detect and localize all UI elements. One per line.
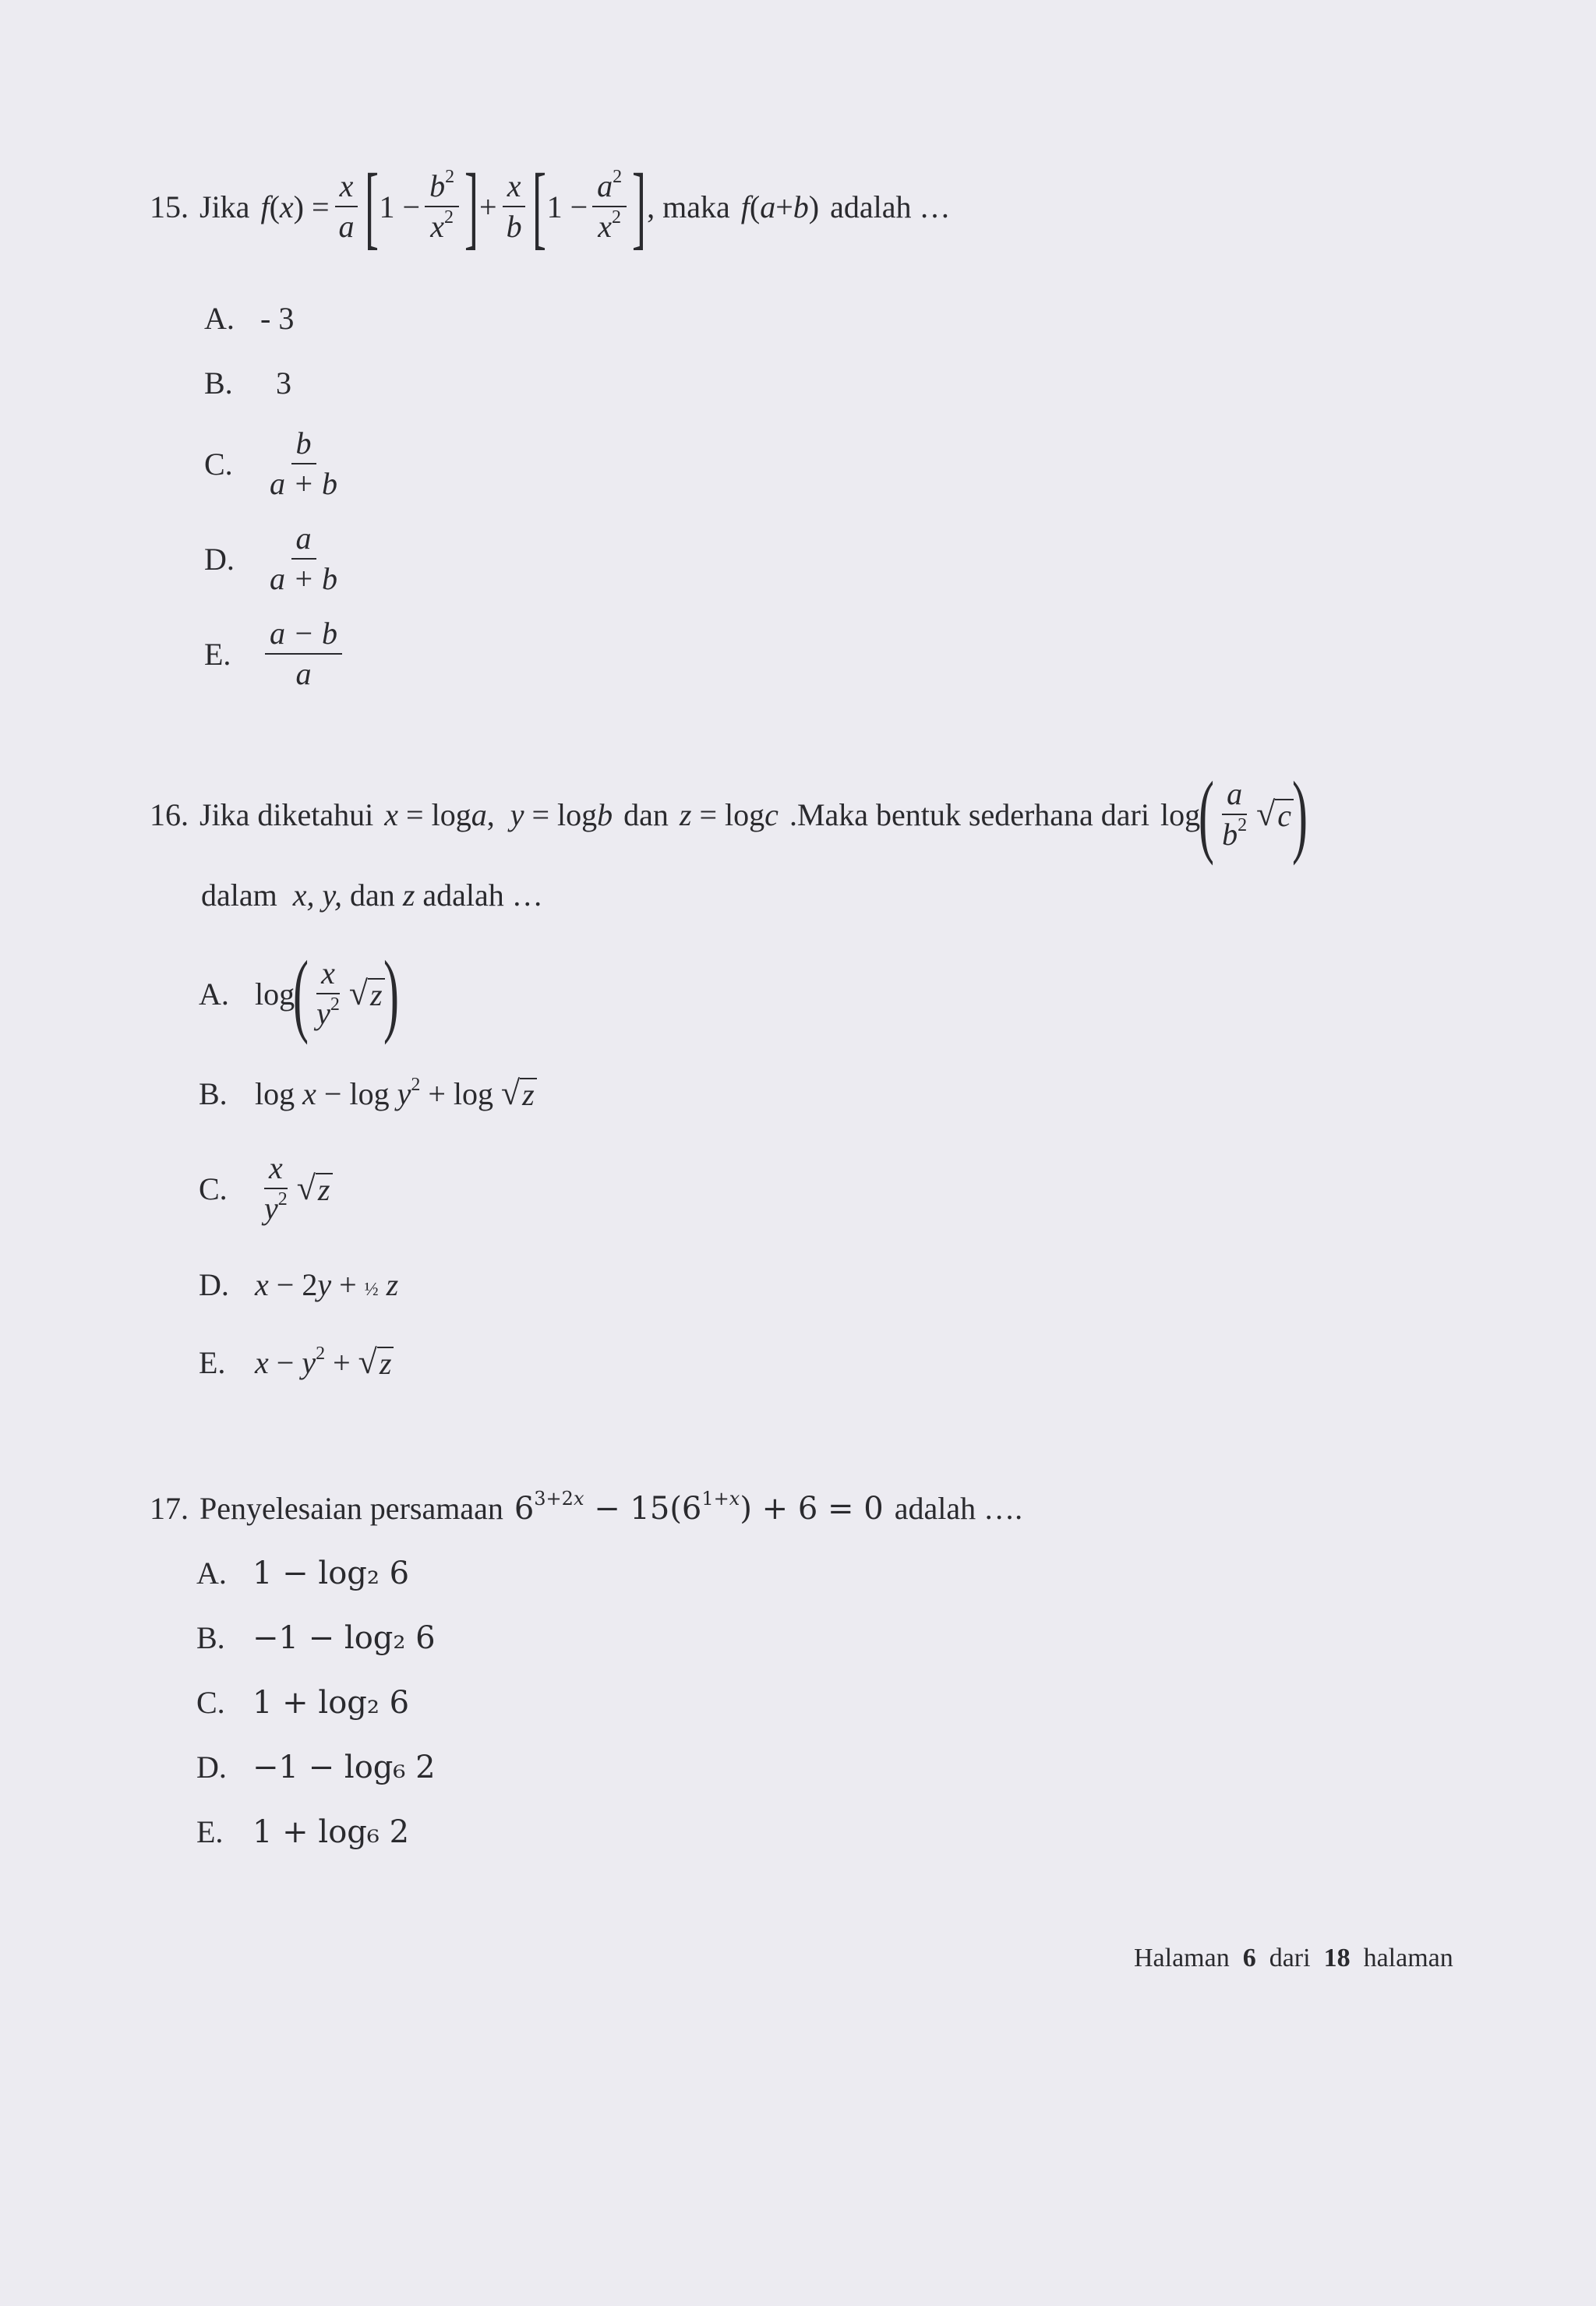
option-15-e[interactable]: E. $\frac{a - b}{a}$ bbox=[204, 617, 347, 690]
option-16-a[interactable]: A. log ( $\frac{x}{y^2}$ √ z ) bbox=[199, 941, 399, 1045]
option-16-b[interactable]: B. $\log x - \log y^2 + \log$ √ z bbox=[199, 1075, 537, 1112]
question-mid: .Maka bentuk sederhana dari bbox=[789, 796, 1149, 832]
question-lead: Jika bbox=[200, 189, 250, 224]
question-lead: Penyelesaian persamaan bbox=[200, 1491, 503, 1526]
question-lead: Jika diketahui bbox=[200, 796, 374, 832]
question-number: 16. bbox=[150, 796, 189, 832]
question-16-line2: dalam x, y, dan z adalah … bbox=[201, 878, 543, 913]
question-17 bbox=[150, 1487, 1023, 1527]
option-17-c[interactable]: C. 1 + log₂ 6 bbox=[196, 1684, 410, 1721]
option-17-e[interactable]: E. 1 + log₆ 2 bbox=[196, 1813, 410, 1850]
option-15-a[interactable]: A. - 3 bbox=[204, 301, 295, 336]
option-15-b[interactable]: B. 3 bbox=[204, 365, 291, 401]
option-15-c[interactable]: C. $\frac{b}{a + b}$ bbox=[204, 426, 337, 501]
question-end: adalah … bbox=[830, 189, 951, 224]
question-15: 15. Jika f ( x ) = $\frac{x}{a}$ [ 1 − $\frac{b^2}{x^2}$ ] + $\frac{x}{b}$ [ 1 − $\frac{a^2}{x^2}$ ] , maka f ( a + b ) adalah … bbox=[150, 154, 951, 258]
page-number: 6 bbox=[1242, 1944, 1256, 1972]
log-expression: log ( $\frac{a}{b^2}$ √ c ) bbox=[1160, 762, 1308, 866]
option-16-d[interactable]: D. x − 2y + ½ z bbox=[199, 1267, 399, 1302]
equation-f: f ( x ) = $\frac{x}{a}$ [ 1 − $\frac{b^2}{x^2}$ ] + $\frac{x}{b}$ [ 1 − $\frac{a^2}{x^2}$ ] bbox=[260, 154, 647, 258]
equation-17: $6^{3+2x} - 15(6^{1+x}) + 6 = 0$ bbox=[514, 1487, 884, 1527]
question-number: 15. bbox=[150, 189, 189, 224]
question-number: 17. bbox=[150, 1491, 189, 1526]
question-end: adalah …. bbox=[894, 1491, 1023, 1526]
option-15-d[interactable]: D. $\frac{a}{a + b}$ bbox=[204, 521, 337, 596]
option-17-a[interactable]: A. 1 − log₂ 6 bbox=[196, 1555, 410, 1591]
option-17-b[interactable]: B. −1 − log₂ 6 bbox=[196, 1619, 436, 1656]
question-tail: , maka bbox=[647, 189, 730, 224]
question-16: 16. Jika diketahui x = log a , y = log b dan z = log c .Maka bentuk sederhana dari log ( $\frac{a}{b^2}$ √ c ) bbox=[150, 762, 1308, 866]
option-17-d[interactable]: D. −1 − log₆ 2 bbox=[196, 1749, 436, 1785]
page-footer: Halaman 6 dari 18 halaman bbox=[1134, 1944, 1453, 1972]
option-16-c[interactable]: C. $\frac{x}{y^2}$ √ z bbox=[199, 1152, 333, 1225]
option-16-e[interactable]: E. $x - y^2$ + √ z bbox=[199, 1344, 394, 1381]
page-total: 18 bbox=[1323, 1944, 1351, 1972]
